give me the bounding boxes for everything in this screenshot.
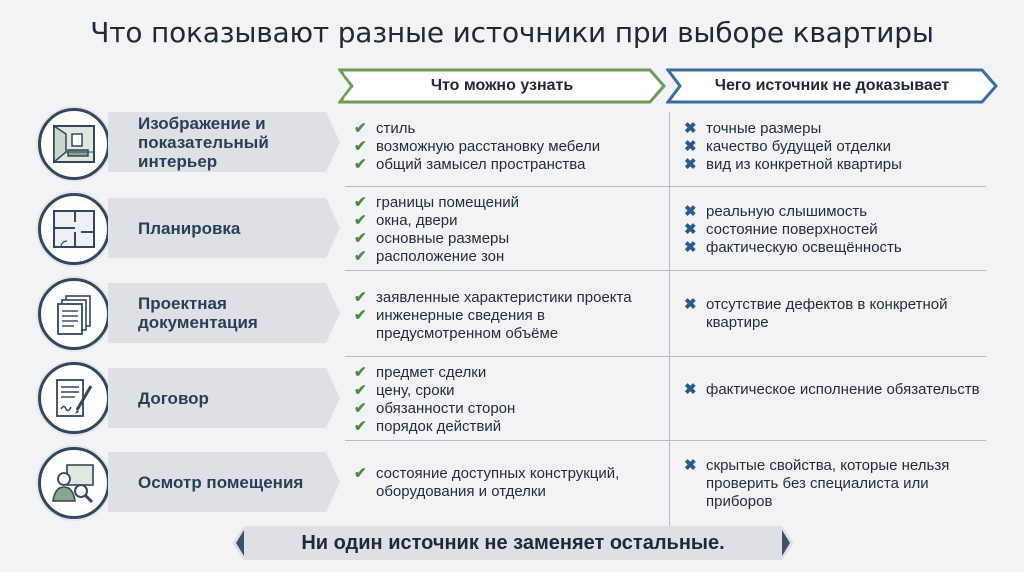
row-divider bbox=[345, 186, 986, 187]
can-item: ✔ общий замысел пространства bbox=[354, 156, 586, 173]
floor-plan-icon bbox=[38, 193, 110, 265]
footer-banner bbox=[232, 526, 794, 560]
check-icon: ✔ bbox=[354, 289, 367, 306]
check-icon: ✔ bbox=[354, 212, 367, 229]
cross-icon: ✖ bbox=[684, 203, 697, 220]
cross-icon: ✖ bbox=[684, 221, 697, 238]
can-item: ✔ заявленные характеристики проекта bbox=[354, 289, 632, 306]
can-item: ✔ возможную расстановку мебели bbox=[354, 138, 601, 155]
cannot-item: ✖ точные размеры bbox=[684, 120, 822, 137]
check-icon: ✔ bbox=[354, 120, 367, 137]
check-icon: ✔ bbox=[354, 382, 367, 399]
cannot-item: ✖ качество будущей отделки bbox=[684, 138, 891, 155]
source-label: Планировка bbox=[138, 218, 241, 238]
can-item: ✔ основные размеры bbox=[354, 230, 510, 247]
source-label: Осмотр помещения bbox=[138, 472, 304, 492]
cross-icon: ✖ bbox=[684, 156, 697, 173]
contract-pen-icon bbox=[38, 362, 110, 434]
can-list bbox=[354, 194, 659, 266]
cannot-item: ✖ отсутствие дефектов в конкретной квартире bbox=[684, 296, 948, 331]
row-divider bbox=[345, 356, 986, 357]
column-header-can-label: Что можно узнать bbox=[430, 77, 574, 94]
can-item: ✔ предмет сделки bbox=[354, 364, 487, 381]
can-item: ✔ обязанности сторон bbox=[354, 400, 516, 417]
row-divider bbox=[345, 270, 986, 271]
can-list bbox=[354, 120, 659, 174]
cross-icon: ✖ bbox=[684, 138, 697, 155]
check-icon: ✔ bbox=[354, 418, 367, 435]
interior-room-icon bbox=[38, 108, 110, 180]
check-icon: ✔ bbox=[354, 307, 367, 324]
can-item: ✔ инженерные сведения в предусмотренном объёме bbox=[354, 307, 559, 342]
check-icon: ✔ bbox=[354, 364, 367, 381]
can-list bbox=[354, 465, 659, 501]
check-icon: ✔ bbox=[354, 194, 367, 211]
cross-icon: ✖ bbox=[684, 120, 697, 137]
can-item: ✔ стиль bbox=[354, 120, 416, 137]
cannot-item: ✖ фактическое исполнение обязательств bbox=[684, 381, 980, 398]
row-divider bbox=[345, 440, 986, 441]
documents-icon bbox=[38, 278, 110, 350]
column-divider bbox=[669, 112, 670, 532]
cannot-list bbox=[684, 203, 984, 257]
column-header-cannot-label: Чего источник не доказывает bbox=[714, 77, 950, 94]
cross-icon: ✖ bbox=[684, 239, 697, 256]
cannot-list bbox=[684, 120, 984, 174]
check-icon: ✔ bbox=[354, 400, 367, 417]
cross-icon: ✖ bbox=[684, 296, 697, 313]
can-item: ✔ границы помещений bbox=[354, 194, 520, 211]
label-bar-plan bbox=[108, 198, 340, 258]
cannot-list bbox=[684, 457, 984, 511]
cannot-item: ✖ скрытые свойства, которые нельзя проверить без специалиста или приборов bbox=[684, 457, 950, 510]
column-header-cannot bbox=[666, 68, 998, 104]
footer-text: Ни один источник не заменяет остальные. bbox=[301, 531, 725, 554]
cannot-item: ✖ фактическую освещённость bbox=[684, 239, 902, 256]
source-label: Проектная документация bbox=[138, 294, 258, 332]
can-item: ✔ расположение зон bbox=[354, 248, 505, 265]
cannot-item: ✖ реальную слышимость bbox=[684, 203, 868, 220]
cannot-list bbox=[684, 296, 984, 332]
check-icon: ✔ bbox=[354, 156, 367, 173]
can-item: ✔ порядок действий bbox=[354, 418, 502, 435]
check-icon: ✔ bbox=[354, 138, 367, 155]
source-label: Договор bbox=[138, 388, 209, 408]
label-bar-inspection bbox=[108, 452, 340, 512]
label-bar-contract bbox=[108, 368, 340, 428]
check-icon: ✔ bbox=[354, 248, 367, 265]
check-icon: ✔ bbox=[354, 230, 367, 247]
source-label: Изображение и показательный интерьер bbox=[138, 113, 269, 171]
cross-icon: ✖ bbox=[684, 381, 697, 398]
can-list bbox=[354, 364, 659, 436]
column-header-can bbox=[338, 68, 666, 104]
label-bar-image bbox=[108, 112, 340, 172]
can-item: ✔ цену, сроки bbox=[354, 382, 455, 399]
page-title: Что показывают разные источники при выборе квартиры bbox=[90, 16, 934, 49]
can-item: ✔ окна, двери bbox=[354, 212, 458, 229]
can-list bbox=[354, 289, 659, 343]
cannot-list bbox=[684, 381, 984, 399]
cross-icon: ✖ bbox=[684, 457, 697, 474]
inspector-magnifier-icon bbox=[38, 447, 110, 519]
can-item: ✔ состояние доступных конструкций, оборудования и отделки bbox=[354, 465, 620, 500]
cannot-item: ✖ состояние поверхностей bbox=[684, 221, 878, 238]
cannot-item: ✖ вид из конкретной квартиры bbox=[684, 156, 902, 173]
check-icon: ✔ bbox=[354, 465, 367, 482]
label-bar-docs bbox=[108, 283, 340, 343]
